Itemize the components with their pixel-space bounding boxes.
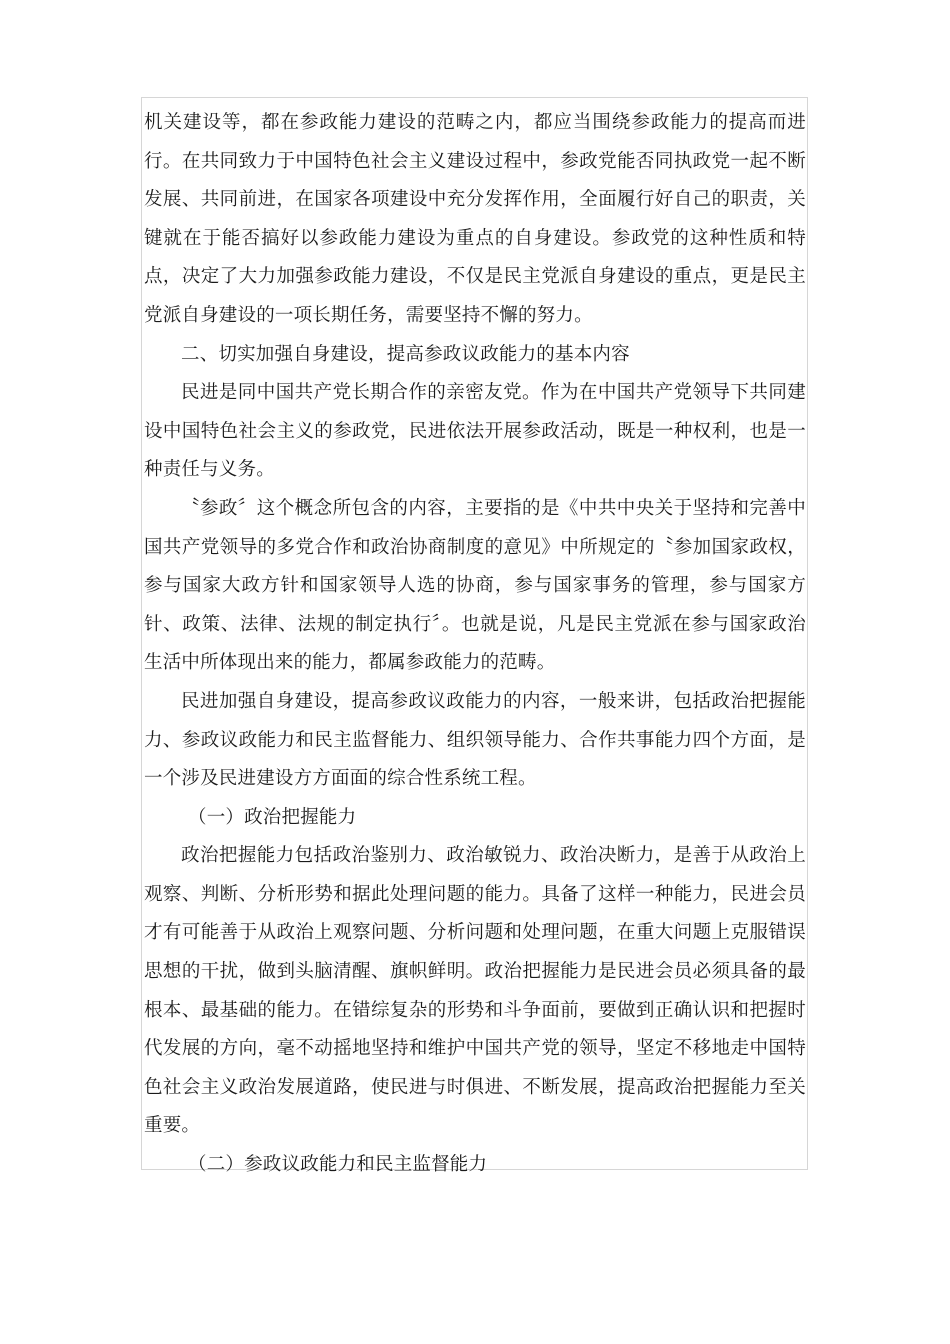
paragraph: 〝参政〞这个概念所包含的内容，主要指的是《中共中央关于坚持和完善中国共产党领导的多党合作和政治协商制度的意见》中所规定的〝参加国家政权，参与国家大政方针和国家领导人选的协商，参与国家事务的管理，参与国家方针、政策、法律、法规的制定执行〞。也就是说，凡是民主党派在参与国家政治生活中所体现出来的能力，都属参政能力的范畴。: [144, 497, 806, 674]
document-body: [144, 104, 806, 1185]
subsection-heading: （一）政治把握能力: [188, 806, 357, 828]
subsection-heading: （二）参政议政能力和民主监督能力: [188, 1154, 488, 1176]
paragraph-continuation: 机关建设等，都在参政能力建设的范畴之内，都应当围绕参政能力的提高而进行。在共同致力于中国特色社会主义建设过程中，参政党能否同执政党一起不断发展、共同前进，在国家各项建设中充分发挥作用，全面履行好自己的职责，关键就在于能否搞好以参政能力建设为重点的自身建设。参政党的这种性质和特点，决定了大力加强参政能力建设，不仅是民主党派自身建设的重点，更是民主党派自身建设的一项长期任务，需要坚持不懈的努力。: [144, 112, 806, 326]
paragraph: 民进加强自身建设，提高参政议政能力的内容，一般来讲，包括政治把握能力、参政议政能力和民主监督能力、组织领导能力、合作共事能力四个方面，是一个涉及民进建设方方面面的综合性系统工程。: [144, 690, 806, 790]
paragraph: 政治把握能力包括政治鉴别力、政治敏锐力、政治决断力，是善于从政治上观察、判断、分析形势和据此处理问题的能力。具备了这样一种能力，民进会员才有可能善于从政治上观察问题、分析问题和处理问题，在重大问题上克服错误思想的干扰，做到头脑清醒、旗帜鲜明。政治把握能力是民进会员必须具备的最根本、最基础的能力。在错综复杂的形势和斗争面前，要做到正确认识和把握时代发展的方向，毫不动摇地坚持和维护中国共产党的领导，坚定不移地走中国特色社会主义政治发展道路，使民进与时俱进、不断发展，提高政治把握能力至关重要。: [144, 845, 806, 1137]
paragraph: 民进是同中国共产党长期合作的亲密友党。作为在中国共产党领导下共同建设中国特色社会主义的参政党，民进依法开展参政活动，既是一种权利，也是一种责任与义务。: [144, 382, 806, 481]
section-heading: 二、切实加强自身建设，提高参政议政能力的基本内容: [181, 343, 630, 365]
